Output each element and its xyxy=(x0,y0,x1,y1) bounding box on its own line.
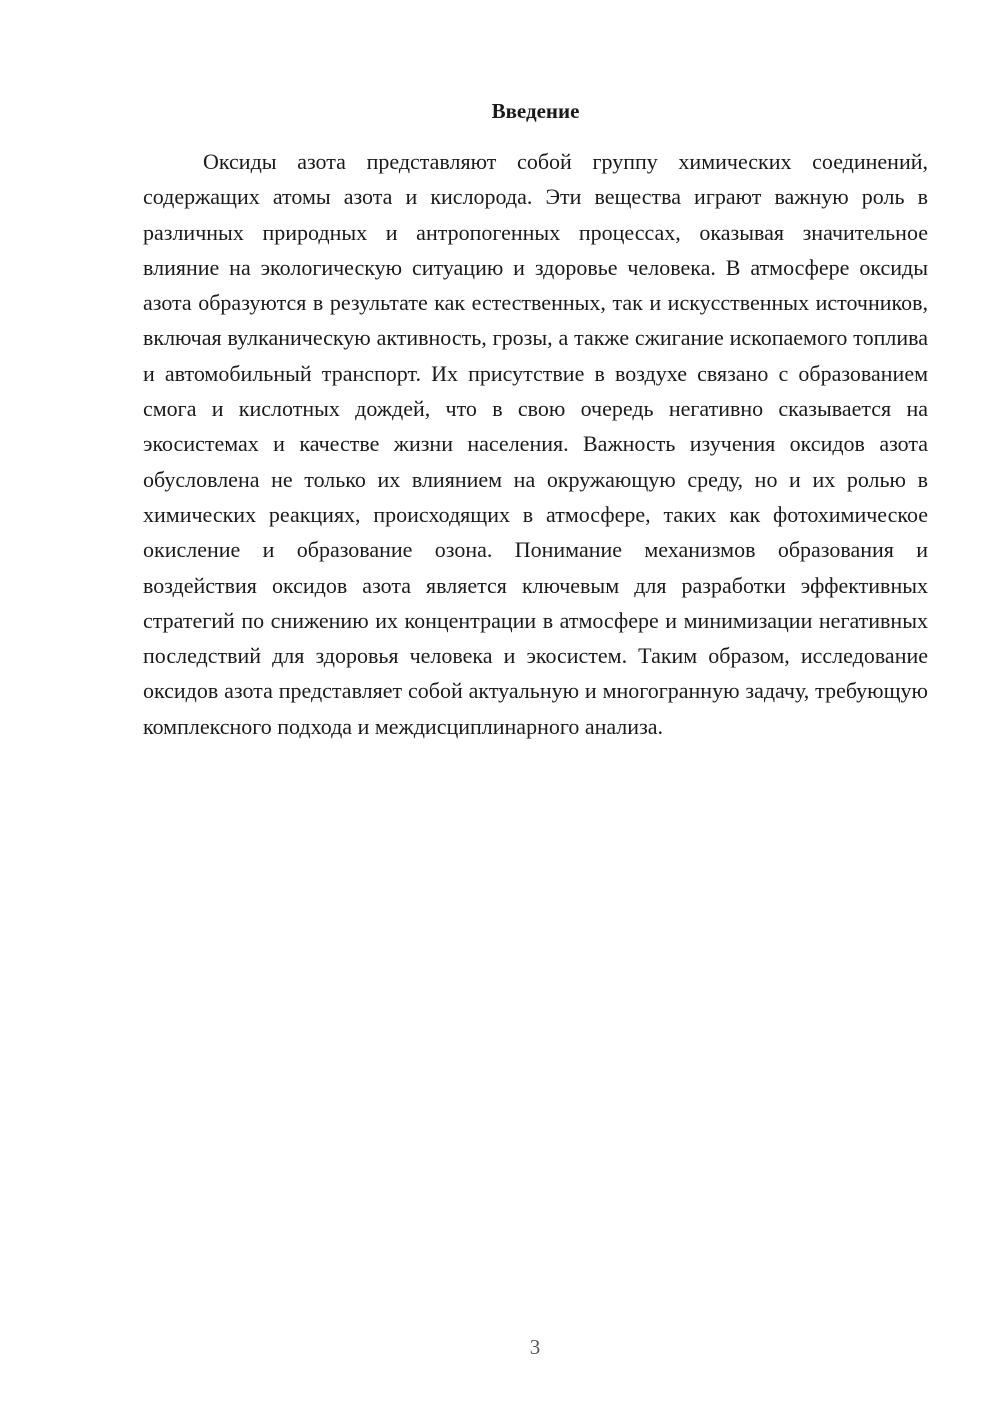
page-number: 3 xyxy=(529,1335,541,1359)
intro-paragraph: Оксиды азота представляют собой группу химических соединений, содержащих атомы азота и кислорода. Эти вещества играют важную роль в различных природных и антропогенных процессах, оказывая значительное влияние на экологическую ситуацию и здоровье человека. В атмосфере оксиды азота образуются в результате как естественных, так и искусственных источников, включая вулканическую активность, грозы, а также сжигание ископаемого топлива и автомобильный транспорт. Их присутствие в воздухе связано с образованием смога и кислотных дождей, что в свою очередь негативно сказывается на экосистемах и качестве жизни населения. Важность изучения оксидов азота обусловлена не только их влиянием на окружающую среду, но и их ролью в химических реакциях, происходящих в атмосфере, таких как фотохимическое окисление и образование озона. Понимание механизмов образования и воздействия оксидов азота является ключевым для разработки эффективных стратегий по снижению их концентрации в атмосфере и минимизации негативных последствий для здоровья человека и экосистем. Таким образом, исследование оксидов азота представляет собой актуальную и многогранную задачу, требующую комплексного подхода и междисциплинарного анализа. xyxy=(143,149,928,739)
section-heading: Введение xyxy=(491,99,580,123)
